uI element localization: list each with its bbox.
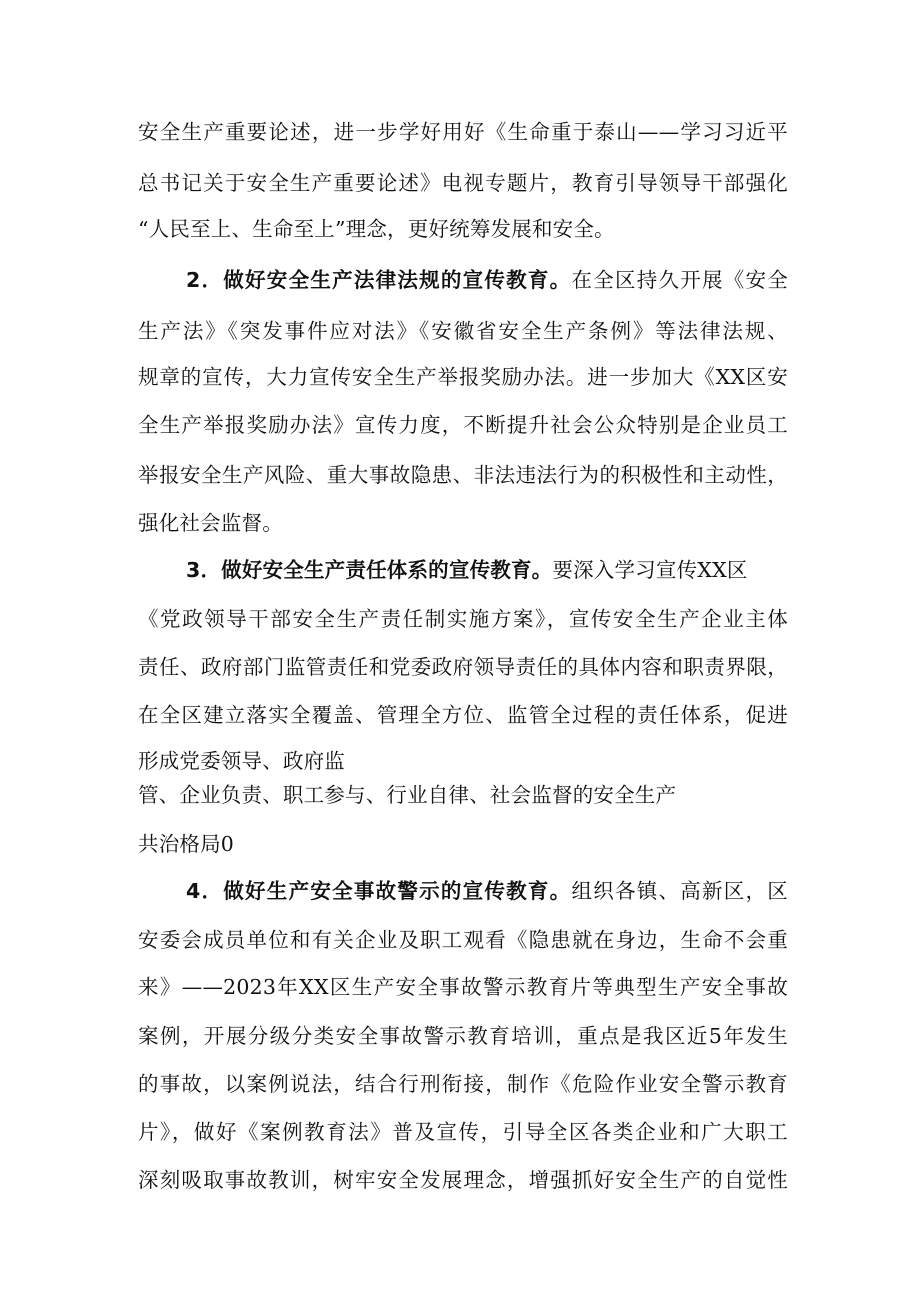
paragraph-2-line-4: 全生产举报奖励办法》宣传力度，不断提升社会公众特别是企业员工: [138, 413, 788, 437]
paragraph-2-line-2: 生产法》《突发事件应对法》《安徽省安全生产条例》等法律法规、: [138, 319, 788, 343]
paragraph-3-line-3: 责任、政府部门监管责任和党委政府领导责任的具体内容和职责界限，: [138, 655, 788, 679]
paragraph-4-line-1: [186, 876, 788, 906]
paragraph-3-line-5: 形成党委领导、政府监: [138, 749, 345, 773]
paragraph-3-line-2: 《党政领导干部安全生产责任制实施方案》，宣传安全生产企业主体: [138, 607, 788, 631]
paragraph-4-heading: 4．做好生产安全事故警示的宣传教育。: [186, 879, 572, 903]
paragraph-4-line-5: 的事故，以案例说法，结合行刑衔接，制作《危险作业安全警示教育: [138, 1072, 788, 1096]
paragraph-1-line-3: “人民至上、生命至上”理念，更好统筹发展和安全。: [138, 217, 615, 241]
paragraph-3-first-line-rest: 要深入学习宣传XX区: [552, 558, 748, 582]
paragraph-2-line-5: 举报安全生产风险、重大事故隐患、非法违法行为的积极性和主动性，: [138, 463, 788, 487]
paragraph-2-line-1: [186, 265, 788, 295]
paragraph-4-line-7: 深刻吸取事故教训，树牢安全发展理念，增强抓好安全生产的自觉性: [138, 1168, 788, 1192]
paragraph-1-line-1: 安全生产重要论述，进一步学好用好《生命重于泰山——学习习近平: [138, 120, 788, 144]
paragraph-3-line-6: 管、企业负责、职工参与、行业自律、社会监督的安全生产: [138, 783, 677, 807]
paragraph-3-line-7: 共治格局0: [138, 832, 235, 856]
paragraph-4-line-4: 案例，开展分级分类安全事故警示教育培训，重点是我区近5年发生: [138, 1024, 788, 1048]
paragraph-2-heading: 2．做好安全生产法律法规的宣传教育。: [186, 268, 572, 292]
paragraph-4-line-6: 片》，做好《案例教育法》普及宣传，引导全区各类企业和广大职工: [138, 1120, 788, 1144]
paragraph-2-line-6: 强化社会监督。: [138, 511, 283, 535]
paragraph-3-line-4: 在全区建立落实全覆盖、管理全方位、监管全过程的责任体系，促进: [138, 703, 788, 727]
paragraph-4-first-line-rest: 组织各镇、高新区，区: [571, 879, 788, 903]
paragraph-4-line-2: 安委会成员单位和有关企业及职工观看《隐患就在身边，生命不会重: [138, 928, 788, 952]
paragraph-2-first-line-rest: 在全区持久开展《安全: [571, 268, 788, 292]
paragraph-1-line-2: 总书记关于安全生产重要论述》电视专题片，教育引导领导干部强化: [138, 171, 788, 195]
paragraph-3-heading: 3．做好安全生产责任体系的宣传教育。: [186, 558, 553, 582]
paragraph-3-line-1: [186, 555, 766, 585]
paragraph-4-line-3: 来》——2023年XX区生产安全事故警示教育片等典型生产安全事故: [138, 975, 788, 999]
paragraph-2-line-3: 规章的宣传，大力宣传安全生产举报奖励办法。进一步加大《XX区安: [138, 365, 788, 389]
